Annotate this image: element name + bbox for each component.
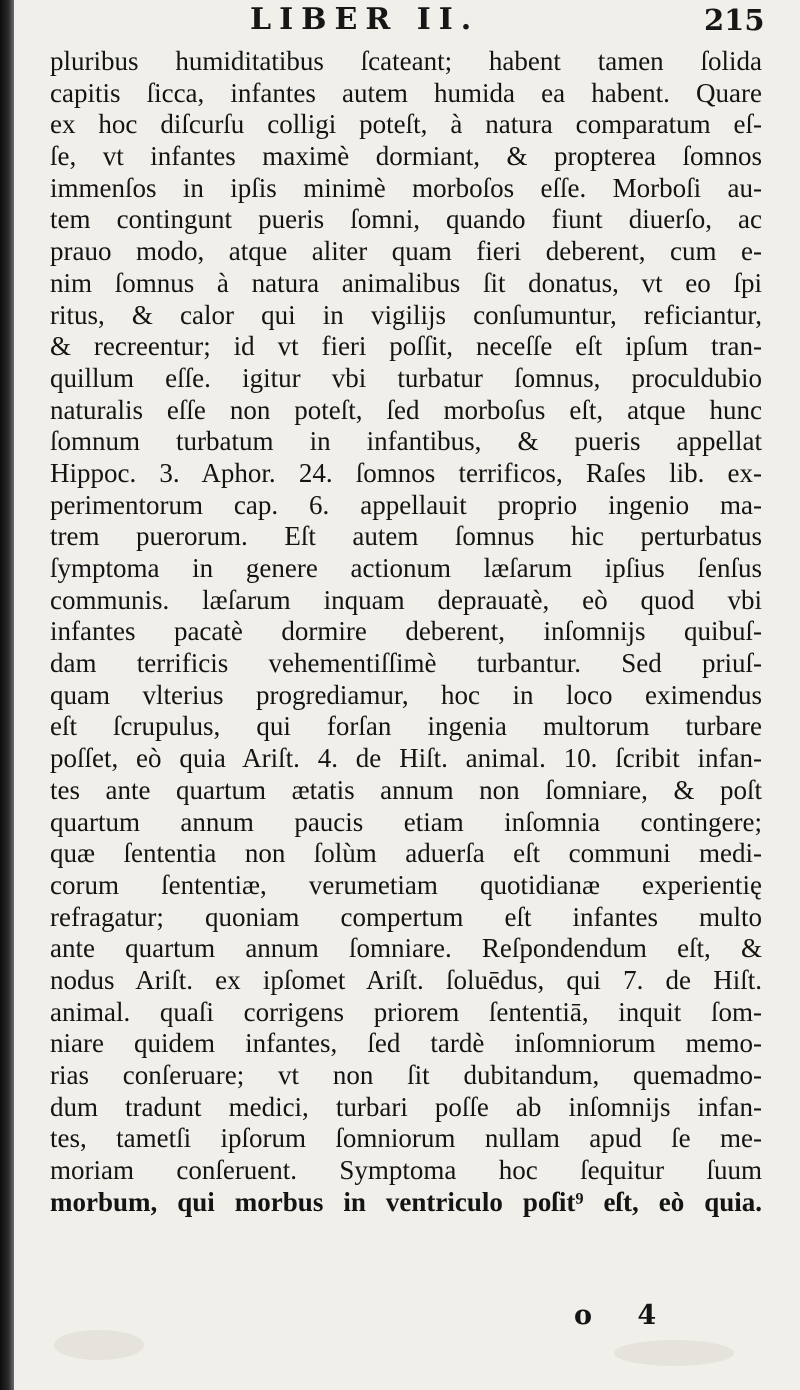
text-line: quam vlterius progrediamur, hoc in loco eximendus xyxy=(50,679,762,710)
book-page xyxy=(14,0,800,1390)
text-line: & recreentur; id vt fieri poſſit, neceſſe eſt ipſum tran- xyxy=(50,331,762,362)
text-line: communis. læſarum inquam deprauatè, eò quod vbi xyxy=(50,584,762,615)
text-line: ante quartum annum ſomniare. Reſpondendum eſt, & xyxy=(50,933,762,964)
text-line: naturalis eſſe non poteſt, ſed morboſus eſt, atque hunc xyxy=(50,394,762,425)
text-line: tes ante quartum ætatis annum non ſomniare, & poſt xyxy=(50,774,762,805)
text-line: refragatur; quoniam compertum eſt infantes multo xyxy=(50,901,762,932)
text-line: capitis ſicca, infantes autem humida ea habent. Quare xyxy=(50,77,762,108)
text-line: prauo modo, atque aliter quam fieri deberent, cum e- xyxy=(50,236,762,267)
text-line: dam terrificis vehementiſſimè turbantur. Sed priuſ- xyxy=(50,648,762,679)
text-line: quæ ſententia non ſolùm aduerſa eſt communi medi- xyxy=(50,838,762,869)
text-line: morbum, qui morbus in ventriculo poſit⁹ eſt, eò quia. xyxy=(50,1186,762,1217)
text-line: quillum eſſe. igitur vbi turbatur ſomnus, proculdubio xyxy=(50,362,762,393)
text-line: ex hoc diſcurſu colligi poteſt, à natura comparatum eſ- xyxy=(50,109,762,140)
text-line: tes, tametſi ipſorum ſomniorum nullam apud ſe me- xyxy=(50,1123,762,1154)
signature-mark: o 4 xyxy=(574,1300,675,1331)
text-line: eſt ſcrupulus, qui forſan ingenia multorum turbare xyxy=(50,711,762,742)
text-line: moriam conſeruent. Symptoma hoc ſequitur ſuum xyxy=(50,1155,762,1186)
text-line: infantes pacatè dormire deberent, inſomnijs quibuſ- xyxy=(50,616,762,647)
text-line: ſe, vt infantes maximè dormiant, & propterea ſomnos xyxy=(50,141,762,172)
page-gutter-shadow xyxy=(0,0,14,1390)
text-line: corum ſententiæ, verumetiam quotidianæ experientię xyxy=(50,869,762,900)
text-line: trem puerorum. Eſt autem ſomnus hic perturbatus xyxy=(50,521,762,552)
text-line: dum tradunt medici, turbari poſſe ab inſomnijs infan- xyxy=(50,1091,762,1122)
text-line: Hippoc. 3. Aphor. 24. ſomnos terrificos, Raſes lib. ex- xyxy=(50,457,762,488)
text-line: nim ſomnus à natura animalibus ſit donatus, vt eo ſpi xyxy=(50,267,762,298)
running-head: LIBER II. xyxy=(250,2,480,37)
text-line: ritus, & calor qui in vigilijs conſumuntur, reficiantur, xyxy=(50,299,762,330)
text-line: niare quidem infantes, ſed tardè inſomniorum memo- xyxy=(50,1028,762,1059)
page-number: 215 xyxy=(704,3,765,37)
text-line: rias conſeruare; vt non ſit dubitandum, quemadmo- xyxy=(50,1060,762,1090)
paper-stain xyxy=(54,1330,144,1360)
text-line: ſymptoma in genere actionum læſarum ipſius ſenſus xyxy=(50,553,762,583)
text-line: ſomnum turbatum in infantibus, & pueris appellat xyxy=(50,426,762,457)
text-line: nodus Ariſt. ex ipſomet Ariſt. ſoluēdus, qui 7. de Hiſt. xyxy=(50,964,762,995)
text-line: pluribus humiditatibus ſcateant; habent tamen ſolida xyxy=(50,46,762,76)
text-line: animal. quaſi corrigens priorem ſententiā, inquit ſom- xyxy=(50,996,762,1027)
text-line: quartum annum paucis etiam inſomnia contingere; xyxy=(50,806,762,837)
text-line: immenſos in ipſis minimè morboſos eſſe. Morboſi au- xyxy=(50,172,762,203)
page-header xyxy=(14,2,800,37)
body-text xyxy=(50,46,762,1218)
paper-stain xyxy=(614,1340,734,1366)
text-line: poſſet, eò quia Ariſt. 4. de Hiſt. animal. 10. ſcribit infan- xyxy=(50,743,762,774)
text-line: perimentorum cap. 6. appellauit proprio ingenio ma- xyxy=(50,489,762,520)
text-line: tem contingunt pueris ſomni, quando fiunt diuerſo, ac xyxy=(50,204,762,235)
